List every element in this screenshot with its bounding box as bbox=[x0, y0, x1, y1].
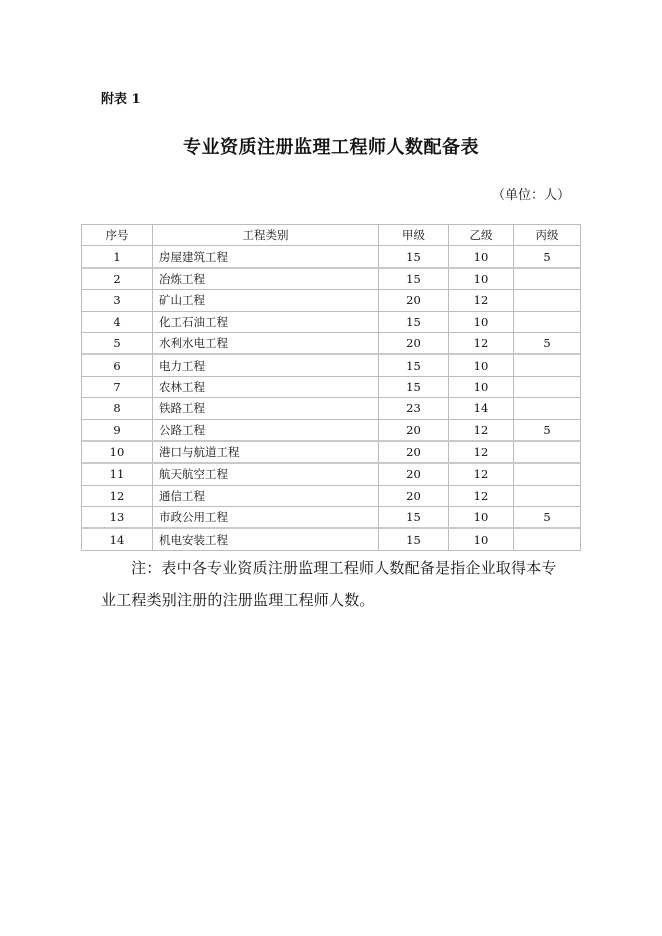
cell-category: 机电安装工程 bbox=[153, 528, 379, 550]
engineer-staffing-table bbox=[81, 224, 581, 551]
cell-grade-a: 15 bbox=[379, 246, 449, 268]
cell-category: 公路工程 bbox=[153, 419, 379, 441]
cell-seq: 6 bbox=[82, 354, 153, 376]
cell-grade-c bbox=[514, 463, 581, 485]
cell-grade-a: 20 bbox=[379, 441, 449, 463]
cell-grade-c: 5 bbox=[514, 507, 581, 529]
cell-seq: 5 bbox=[82, 332, 153, 354]
cell-grade-b: 12 bbox=[449, 441, 514, 463]
table-row bbox=[82, 246, 581, 268]
cell-grade-b: 12 bbox=[449, 290, 514, 311]
unit-note: （单位：人） bbox=[491, 188, 570, 203]
cell-grade-c bbox=[514, 290, 581, 311]
cell-grade-c bbox=[514, 528, 581, 550]
header-category: 工程类别 bbox=[153, 225, 379, 246]
table-row bbox=[82, 268, 581, 290]
cell-seq: 10 bbox=[82, 441, 153, 463]
cell-grade-b: 12 bbox=[449, 463, 514, 485]
footnote: 注：表中各专业资质注册监理工程师人数配备是指企业取得本专业工程类别注册的注册监理工程师人数。 bbox=[101, 559, 557, 609]
cell-grade-c bbox=[514, 376, 581, 397]
table-row bbox=[82, 311, 581, 332]
header-grade-a: 甲级 bbox=[379, 225, 449, 246]
cell-grade-b: 14 bbox=[449, 398, 514, 419]
page-title: 专业资质注册监理工程师人数配备表 bbox=[183, 137, 479, 158]
table-row bbox=[82, 419, 581, 441]
cell-grade-c: 5 bbox=[514, 332, 581, 354]
cell-category: 通信工程 bbox=[153, 485, 379, 506]
cell-grade-a: 20 bbox=[379, 332, 449, 354]
cell-grade-b: 12 bbox=[449, 485, 514, 506]
table-row bbox=[82, 528, 581, 550]
cell-grade-c bbox=[514, 485, 581, 506]
cell-grade-a: 15 bbox=[379, 311, 449, 332]
cell-grade-a: 15 bbox=[379, 376, 449, 397]
cell-grade-b: 10 bbox=[449, 311, 514, 332]
cell-grade-c: 5 bbox=[514, 246, 581, 268]
cell-seq: 8 bbox=[82, 398, 153, 419]
header-grade-b: 乙级 bbox=[449, 225, 514, 246]
cell-grade-c: 5 bbox=[514, 419, 581, 441]
table-row bbox=[82, 376, 581, 397]
cell-seq: 13 bbox=[82, 507, 153, 529]
header-grade-c: 丙级 bbox=[514, 225, 581, 246]
cell-grade-b: 12 bbox=[449, 332, 514, 354]
cell-category: 铁路工程 bbox=[153, 398, 379, 419]
table-row bbox=[82, 354, 581, 376]
cell-category: 矿山工程 bbox=[153, 290, 379, 311]
cell-category: 农林工程 bbox=[153, 376, 379, 397]
cell-grade-b: 10 bbox=[449, 507, 514, 529]
table-row bbox=[82, 332, 581, 354]
table-row bbox=[82, 290, 581, 311]
cell-category: 航天航空工程 bbox=[153, 463, 379, 485]
cell-grade-a: 15 bbox=[379, 528, 449, 550]
cell-grade-a: 23 bbox=[379, 398, 449, 419]
cell-grade-c bbox=[514, 398, 581, 419]
table-body bbox=[82, 246, 581, 550]
cell-category: 水利水电工程 bbox=[153, 332, 379, 354]
cell-category: 冶炼工程 bbox=[153, 268, 379, 290]
cell-seq: 2 bbox=[82, 268, 153, 290]
cell-seq: 7 bbox=[82, 376, 153, 397]
cell-grade-a: 20 bbox=[379, 463, 449, 485]
cell-category: 电力工程 bbox=[153, 354, 379, 376]
cell-grade-b: 10 bbox=[449, 354, 514, 376]
table-row bbox=[82, 485, 581, 506]
cell-grade-c bbox=[514, 354, 581, 376]
cell-grade-a: 15 bbox=[379, 268, 449, 290]
cell-grade-b: 12 bbox=[449, 419, 514, 441]
table-row bbox=[82, 463, 581, 485]
cell-grade-a: 15 bbox=[379, 354, 449, 376]
cell-seq: 12 bbox=[82, 485, 153, 506]
cell-seq: 1 bbox=[82, 246, 153, 268]
table-row bbox=[82, 507, 581, 529]
cell-seq: 9 bbox=[82, 419, 153, 441]
cell-grade-a: 20 bbox=[379, 485, 449, 506]
cell-grade-b: 10 bbox=[449, 246, 514, 268]
cell-category: 港口与航道工程 bbox=[153, 441, 379, 463]
cell-grade-a: 20 bbox=[379, 419, 449, 441]
header-seq: 序号 bbox=[82, 225, 153, 246]
cell-grade-b: 10 bbox=[449, 528, 514, 550]
cell-grade-a: 15 bbox=[379, 507, 449, 529]
cell-grade-c bbox=[514, 311, 581, 332]
cell-grade-b: 10 bbox=[449, 376, 514, 397]
appendix-label: 附表 1 bbox=[101, 92, 141, 107]
cell-category: 市政公用工程 bbox=[153, 507, 379, 529]
table-header-row bbox=[82, 225, 581, 246]
cell-category: 化工石油工程 bbox=[153, 311, 379, 332]
table-row bbox=[82, 398, 581, 419]
cell-grade-c bbox=[514, 441, 581, 463]
cell-seq: 14 bbox=[82, 528, 153, 550]
cell-seq: 11 bbox=[82, 463, 153, 485]
cell-category: 房屋建筑工程 bbox=[153, 246, 379, 268]
cell-grade-b: 10 bbox=[449, 268, 514, 290]
cell-grade-c bbox=[514, 268, 581, 290]
cell-seq: 3 bbox=[82, 290, 153, 311]
cell-seq: 4 bbox=[82, 311, 153, 332]
table-row bbox=[82, 441, 581, 463]
cell-grade-a: 20 bbox=[379, 290, 449, 311]
